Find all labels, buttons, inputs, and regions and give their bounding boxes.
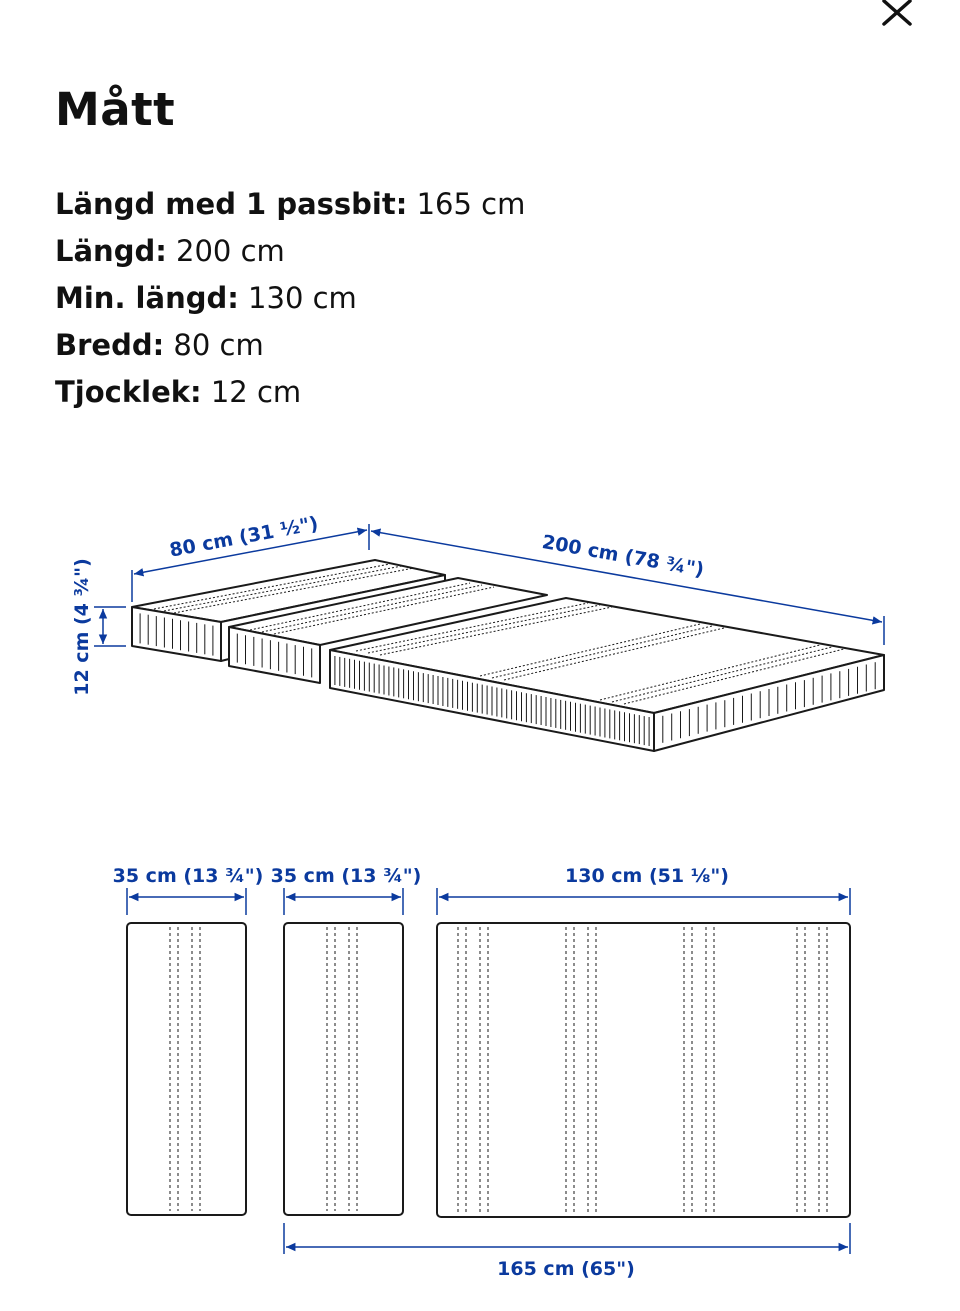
top-piece-1-label: 35 cm (13 ¾") [112,865,264,887]
spec-label: Längd med 1 passbit: [55,187,408,221]
top-piece-1 [127,923,246,1215]
top-view [127,923,850,1217]
spec-label: Tjocklek: [55,375,202,409]
spec-label: Längd: [55,234,167,268]
total-length-label: 165 cm (65") [497,1258,635,1280]
spec-value: 12 cm [210,375,302,409]
iso-thickness-label: 12 cm (4 ¾") [71,558,93,696]
iso-length-label: 200 cm (78 ¾") [540,531,706,582]
spec-value: 130 cm [248,281,357,315]
spec-value: 80 cm [173,328,264,362]
spec-label: Bredd: [55,328,165,362]
top-piece-3-label: 130 cm (51 ⅛") [565,865,729,887]
page-title: Mått [55,83,176,136]
spec-value: 165 cm [416,187,526,221]
isometric-mattress [132,560,884,751]
spec-label: Min. längd: [55,281,239,315]
iso-width-label: 80 cm (31 ½") [167,512,321,562]
top-piece-2 [284,923,403,1215]
top-piece-2-label: 35 cm (13 ¾") [270,865,422,887]
spec-value: 200 cm [176,234,285,268]
top-piece-3 [437,923,850,1217]
